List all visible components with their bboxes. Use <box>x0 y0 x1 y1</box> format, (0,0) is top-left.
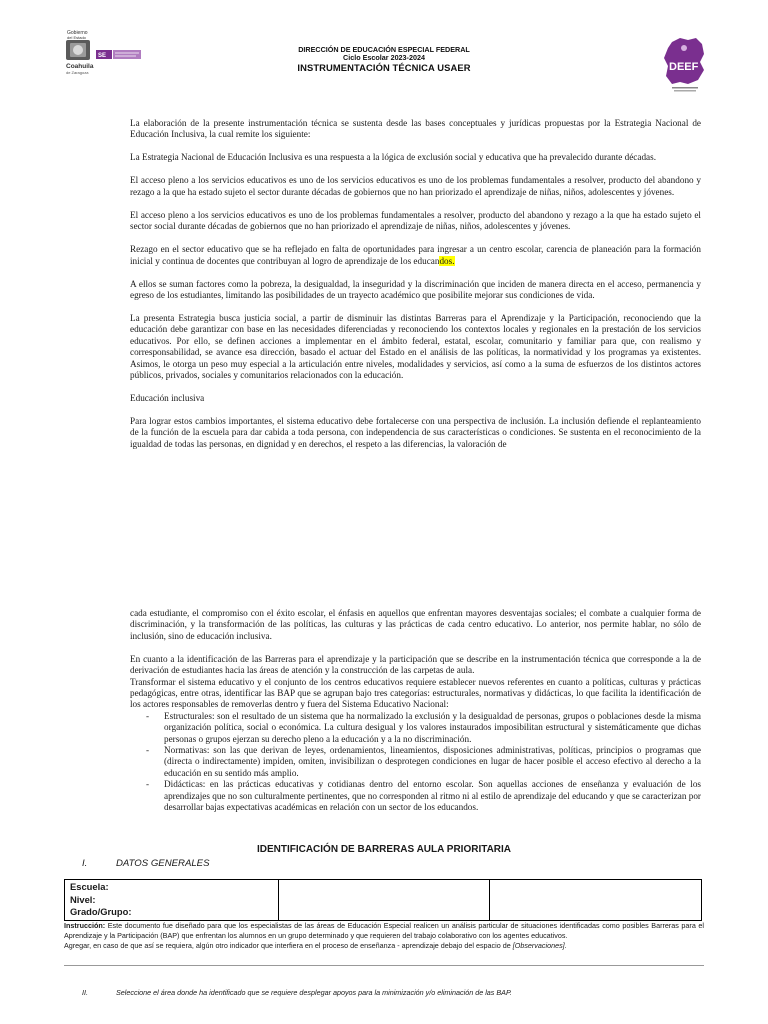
bap-categories-list <box>130 711 701 814</box>
paragraph-rezago-text: Rezago en el sector educativo que se ha reflejado en falta de oportunidades para ingresar a un centro escolar, carencia de planeación para la formación inicial y continua de docentes que contribuyan al logro de aprendizaje de los educan <box>130 244 701 266</box>
bap-normative-text: Normativas: son las que derivan de leyes, ordenamientos, lineamientos, disposiciones administrativas, políticas, principios o programas que (directa o indirectamente) impiden, omiten, invisibilizan o desprotegen condiciones en lugar de hacer posible el acceso efectivo al derecho a la educación en su sentido más amplio. <box>164 745 701 778</box>
paragraph-rezago <box>130 244 701 267</box>
field-labels-cell <box>65 880 279 921</box>
field-label-school: Escuela: <box>70 881 109 892</box>
table-input-cell[interactable] <box>490 880 702 921</box>
instruction-paragraph <box>64 921 704 940</box>
section-number: I. <box>82 858 88 869</box>
instruction-text: Este documento fue diseñado para que los especialistas de las áreas de Educación Especial realicen un análisis particular de situaciones identificadas como posibles Barreras para el Aprendizaje y la Participación (BAP) que enfrentan los alumnos en un grupo determinado y que requieren del trabajo colaborativo con los agentes educativos. <box>64 921 704 940</box>
bap-structural-text: Estructurales: son el resultado de un sistema que ha normalizado la exclusión y la desigualdad de personas, grupos o poblaciones desde la misma organización política, social o económica. La cultura desigual y los valores instaurados imposibilitan estructural y sistemáticamente que dichas personas o grupos ejerzan su derecho pleno a la educación y a la no discriminación. <box>164 710 701 744</box>
paragraph-access-2: El acceso pleno a los servicios educativos es uno de los problemas fundamentales a resolver, producto del abandono y rezago a la que ha estado sujeto el sector social durante décadas de gobiernos que no han priorizado el aprendizaje de niñas, niños, adolescentes y jóvenes. <box>130 209 701 232</box>
deef-logo-text: DEEF <box>669 61 699 73</box>
document-header <box>0 28 768 88</box>
instruction-block <box>64 921 704 951</box>
field-label-level: Nivel: <box>70 893 96 905</box>
list-bullet: - <box>146 745 150 756</box>
logo-text-coahuila: Coahuila <box>66 63 94 70</box>
logo-text-estado: del Estado <box>67 35 86 40</box>
table-input-cell[interactable] <box>279 880 490 921</box>
header-direction: DIRECCIÓN DE EDUCACIÓN ESPECIAL FEDERAL <box>298 45 470 54</box>
paragraph-transform: Transformar el sistema educativo y el conjunto de los centros educativos requiere establecer nuevos referentes en cuanto a políticas, culturas y prácticas pedagógicas, entre otras, identificar las BAP que se agrupan bajo tres categorías: estructurales, normativas y didácticas, lo que facilita la identificación de los actores responsables de removerlas dentro y fuera del Sistema Educativo Nacional: <box>130 676 701 710</box>
section-select-area <box>82 988 512 997</box>
document-body-top <box>130 118 701 462</box>
header-school-year: Ciclo Escolar 2023-2024 <box>343 53 425 62</box>
section-general-data <box>82 858 209 869</box>
paragraph-bap-identification: En cuanto a la identificación de las Barreras para el aprendizaje y la participación que se describe en la instrumentación técnica que corresponde a la de derivación de estudiantes hacia las áreas de atención y la construcción de las carpetas de aula. <box>130 653 701 676</box>
paragraph-intro: La elaboración de la presente instrumentación técnica se sustenta desde las bases conceptuales y jurídicas propuestas por la Estrategia Nacional de Educación Inclusiva, la cual remite los siguiente: <box>130 118 701 140</box>
list-item <box>130 745 701 779</box>
field-label-grade-group: Grado/Grupo: <box>70 906 132 918</box>
section-heading-inclusive-education: Educación inclusiva <box>130 393 205 404</box>
list-bullet: - <box>146 710 150 721</box>
paragraph-access-1: El acceso pleno a los servicios educativos es uno de los servicios educativos es uno de los problemas fundamentales a resolver, producto del abandono y rezago a la que ha estado sujeto el sector durante décadas de gobiernos que no han priorizado el aprendizaje de niñas, niños, adolescentes y jóvenes. <box>130 175 701 197</box>
general-data-table <box>64 879 702 921</box>
header-instrumentation-title: INSTRUMENTACIÓN TÉCNICA USAER <box>297 62 471 73</box>
identification-title: IDENTIFICACIÓN DE BARRERAS AULA PRIORITARIA <box>256 844 512 855</box>
coahuila-government-logo <box>64 28 146 80</box>
section-label: Seleccione el área donde ha identificado que se requiere desplegar apoyos para la minimización y/o eliminación de las BAP. <box>116 988 512 997</box>
logo-se-badge: SE <box>98 53 107 59</box>
list-item <box>130 779 701 813</box>
list-item <box>130 711 701 745</box>
instruction-observations: [Observaciones] <box>512 941 565 951</box>
document-body-continued <box>130 608 701 814</box>
logo-text-zaragoza: de Zaragoza <box>66 70 89 75</box>
instruction-label: Instrucción: <box>64 921 106 930</box>
paragraph-factors: A ellos se suman factores como la pobreza, la desigualdad, la inseguridad y la discriminación que inciden de manera directa en el acceso, permanencia y egreso de los estudiantes, limitando las posibilidades de un trayecto académico que posibilite mejorar sus condiciones de vida. <box>130 278 701 301</box>
logo-text-gobierno: Gobierno <box>67 30 88 36</box>
instruction-period: . <box>564 941 567 951</box>
paragraph-inclusion-part1: Para lograr estos cambios importantes, el sistema educativo debe fortalecerse con una perspectiva de inclusión. La inclusión defiende el replanteamiento de la función de la escuela para dar cabida a toda persona, con independencia de sus características o condiciones. Se sustenta en el reconocimiento de la igualdad de todas las personas, en dignidad y en derechos, el respeto a las diferencias, la valoración de <box>130 416 701 449</box>
paragraph-inclusion-part2: cada estudiante, el compromiso con el éxito escolar, el énfasis en aquellos que enfrentan mayores desventajas sociales; el combate a cualquier forma de discriminación, y la transformación de las políticas, las culturas y las prácticas de cada centro educativo. Lo anterior, nos permite hablar, no sólo de inclusión, sino de educación inclusiva. <box>130 608 701 641</box>
deef-logo <box>662 36 708 94</box>
paragraph-strategy: La Estrategia Nacional de Educación Inclusiva es una respuesta a la lógica de exclusión social y educativa que ha prevalecido durante décadas. <box>130 152 657 163</box>
list-bullet: - <box>146 779 150 790</box>
paragraph-justice: La presenta Estrategia busca justicia social, a partir de disminuir las distintas Barreras para el Aprendizaje y la Participación, reconociendo que la educación debe garantizar con base en las necesidades diferenciadas y reconociendo los contextos locales y regionales en la prestación de los servicios educativos. Por ello, se definen acciones a implementar en el ámbito federal, estatal, escolar, comunitario y familiar para que, con realismo y corresponsabilidad, se avance esa dirección, basado el actuar del Estado en el análisis de las políticas, la normatividad y los programas ya existentes. Asimos, le otorga un peso muy especial a la articulación entre niveles, modalidades y servicios, así como a la suma de esfuerzos de los distintos actores públicos, privados, sociales y comunitarios relacionados con la educación. <box>130 313 701 381</box>
highlighted-text: dos. <box>439 255 455 266</box>
section-number: II. <box>82 988 88 997</box>
instruction-add-note <box>64 941 704 951</box>
divider <box>64 965 704 966</box>
header-title-block <box>250 46 518 74</box>
bap-didactic-text: Didácticas: en las prácticas educativas y cotidianas dentro del entorno escolar. Son aquellas acciones de enseñanza y evaluación de los aprendizajes que no son culturalmente pertinentes, que no corresponden al ritmo ni al estilo de aprendizaje del educando y que se caracterizan por desarrollar bajas expectativas académicas en relación con un sector de los educandos. <box>164 779 701 813</box>
section-label: DATOS GENERALES <box>116 858 210 869</box>
instruction-add-text: Agregar, en caso de que así se requiera, algún otro indicador que interfiera en el proceso de enseñanza - aprendizaje debajo del espacio de <box>64 941 513 951</box>
